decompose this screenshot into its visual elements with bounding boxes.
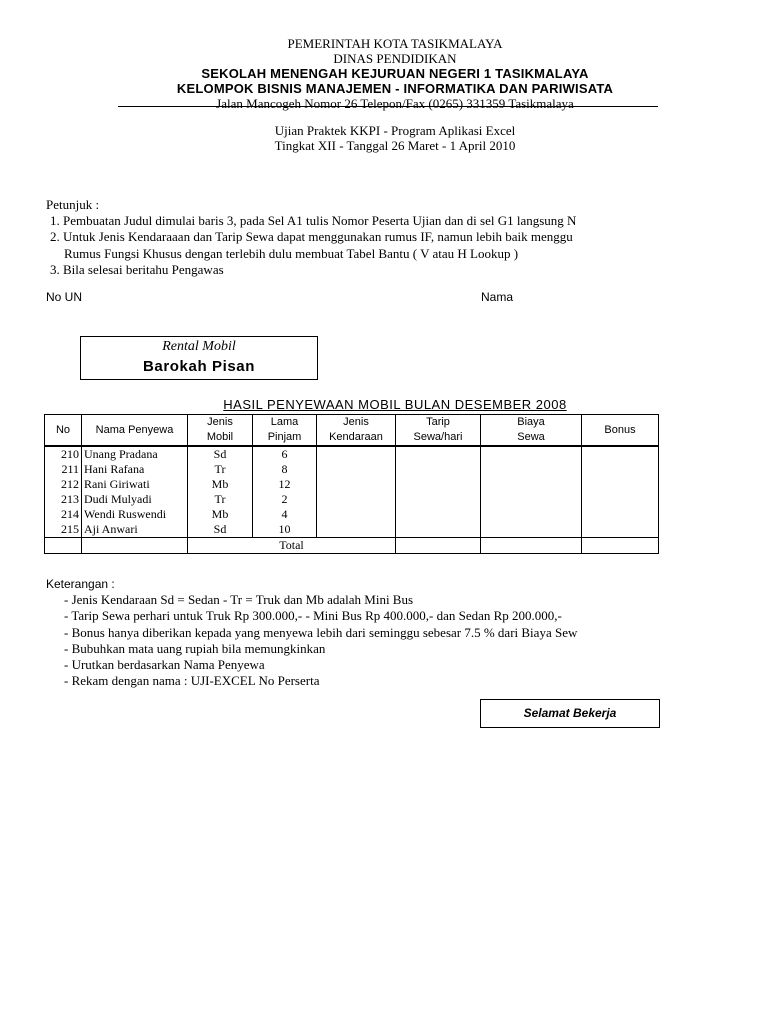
note-item: - Bubuhkan mata uang rupiah bila memungkinkan (64, 640, 326, 656)
cell-empty (317, 462, 396, 477)
cell-nama: Wendi Ruswendi (82, 507, 188, 522)
cell-empty (481, 477, 582, 492)
instruction-item: 3. Bila selesai beritahu Pengawas (50, 261, 224, 277)
col-header-jenis-mobil: Jenis (188, 415, 253, 431)
header-divider (118, 106, 658, 107)
table-row (45, 462, 659, 477)
table-header-row (45, 415, 659, 431)
instructions (46, 197, 660, 278)
note-item: - Rekam dengan nama : UJI-EXCEL No Perserta (64, 673, 320, 689)
instruction-item: 2. Untuk Jenis Kendaraaan dan Tarip Sewa dapat menggunakan rumus IF, namun lebih baik menggu (50, 229, 573, 245)
instruction-item: Rumus Fungsi Khusus dengan terlebih dulu membuat Tabel Bantu ( V atau H Lookup ) (64, 245, 519, 261)
cell-lama: 6 (253, 446, 317, 462)
cell-empty (582, 477, 659, 492)
cell-empty (582, 492, 659, 507)
table-title: HASIL PENYEWAAN MOBIL BULAN DESEMBER 2008 (223, 397, 567, 412)
cell-empty (317, 477, 396, 492)
col-header-jenis-kendaraan-2: Kendaraan (317, 430, 396, 446)
cell-jenis: Tr (188, 462, 253, 477)
cell-empty (317, 507, 396, 522)
cell-empty (317, 492, 396, 507)
rental-table (44, 414, 659, 554)
cell-lama: 2 (253, 492, 317, 507)
header-government: PEMERINTAH KOTA TASIKMALAYA (287, 36, 503, 51)
cell-empty (582, 462, 659, 477)
table-row (45, 446, 659, 462)
cell-jenis: Sd (188, 446, 253, 462)
cell-lama: 4 (253, 507, 317, 522)
cell-empty (582, 507, 659, 522)
cell-lama: 8 (253, 462, 317, 477)
instruction-item: 1. Pembuatan Judul dimulai baris 3, pada Sel A1 tulis Nomor Peserta Ujian dan di sel G1 langsung N (50, 213, 577, 229)
note-item: - Tarip Sewa perhari untuk Truk Rp 300.000,- - Mini Bus Rp 400.000,- dan Sedan Rp 200.000,- (64, 608, 562, 624)
cell-nama: Aji Anwari (82, 522, 188, 538)
cell-jenis: Tr (188, 492, 253, 507)
exam-title: Ujian Praktek KKPI - Program Aplikasi Excel (274, 123, 516, 138)
col-header-tarip-sewa-2: Sewa/hari (396, 430, 481, 446)
cell-empty (481, 462, 582, 477)
cell-empty (396, 462, 481, 477)
col-header-lama-pinjam-2: Pinjam (253, 430, 317, 446)
cell-nama: Rani Giriwati (82, 477, 188, 492)
cell-no: 210 (45, 446, 82, 462)
cell-empty (481, 538, 582, 554)
cell-jenis: Mb (188, 507, 253, 522)
cell-no: 213 (45, 492, 82, 507)
col-header-bonus: Bonus (582, 415, 659, 447)
col-header-biaya-sewa-2: Sewa (481, 430, 582, 446)
cell-nama: Unang Pradana (82, 446, 188, 462)
header-address: Jalan Mancogeh Nomor 26 Telepon/Fax (0265) 331359 Tasikmalaya (216, 96, 574, 111)
cell-nama: Hani Rafana (82, 462, 188, 477)
cell-empty (317, 446, 396, 462)
rental-name: Barokah Pisan (142, 358, 255, 375)
col-header-no: No (45, 415, 82, 447)
total-label: Total (188, 538, 396, 554)
cell-lama: 10 (253, 522, 317, 538)
notes (46, 576, 660, 689)
note-item: - Bonus hanya diberikan kepada yang menyewa lebih dari seminggu sebesar 7.5 % dari Biaya Sew (64, 624, 578, 640)
col-header-lama-pinjam: Lama (253, 415, 317, 431)
exam-info (150, 123, 640, 153)
table-row (45, 507, 659, 522)
cell-lama: 12 (253, 477, 317, 492)
table-row (45, 522, 659, 538)
col-header-tarip-sewa: Tarip (396, 415, 481, 431)
cell-no: 211 (45, 462, 82, 477)
cell-empty (481, 522, 582, 538)
header-school: SEKOLAH MENENGAH KEJURUAN NEGERI 1 TASIKMALAYA (201, 66, 589, 81)
col-header-jenis-kendaraan: Jenis (317, 415, 396, 431)
header-department: DINAS PENDIDIKAN (333, 51, 457, 66)
cell-empty (317, 522, 396, 538)
cell-empty (481, 446, 582, 462)
no-un-label: No UN (46, 290, 83, 304)
table-total-row (45, 538, 659, 554)
cell-empty (396, 477, 481, 492)
cell-empty (481, 492, 582, 507)
cell-no: 214 (45, 507, 82, 522)
col-header-nama: Nama Penyewa (82, 415, 188, 447)
cell-empty (45, 538, 82, 554)
cell-empty (481, 507, 582, 522)
cell-empty (396, 538, 481, 554)
letterhead (120, 36, 670, 111)
cell-empty (582, 538, 659, 554)
cell-jenis: Sd (188, 522, 253, 538)
exam-date: Tingkat XII - Tanggal 26 Maret - 1 April 2010 (274, 138, 516, 153)
cell-no: 215 (45, 522, 82, 538)
notes-title: Keterangan : (46, 577, 115, 591)
note-item: - Urutkan berdasarkan Nama Penyewa (64, 657, 265, 673)
table-row (45, 477, 659, 492)
header-group: KELOMPOK BISNIS MANAJEMEN - INFORMATIKA DAN PARIWISATA (176, 81, 614, 96)
nama-label: Nama (481, 290, 514, 304)
cell-empty (582, 446, 659, 462)
rental-subtitle: Rental Mobil (162, 339, 236, 354)
col-header-jenis-mobil-2: Mobil (188, 430, 253, 446)
cell-empty (396, 507, 481, 522)
cell-empty (396, 492, 481, 507)
cell-no: 212 (45, 477, 82, 492)
col-header-biaya-sewa: Biaya (481, 415, 582, 431)
instructions-title: Petunjuk : (46, 197, 100, 212)
rental-title-box (80, 336, 318, 380)
cell-empty (396, 522, 481, 538)
cell-empty (396, 446, 481, 462)
cell-empty (582, 522, 659, 538)
closing-box: Selamat Bekerja (480, 699, 660, 728)
cell-jenis: Mb (188, 477, 253, 492)
cell-empty (82, 538, 188, 554)
note-item: - Jenis Kendaraan Sd = Sedan - Tr = Truk dan Mb adalah Mini Bus (64, 592, 414, 608)
cell-nama: Dudi Mulyadi (82, 492, 188, 507)
table-row (45, 492, 659, 507)
